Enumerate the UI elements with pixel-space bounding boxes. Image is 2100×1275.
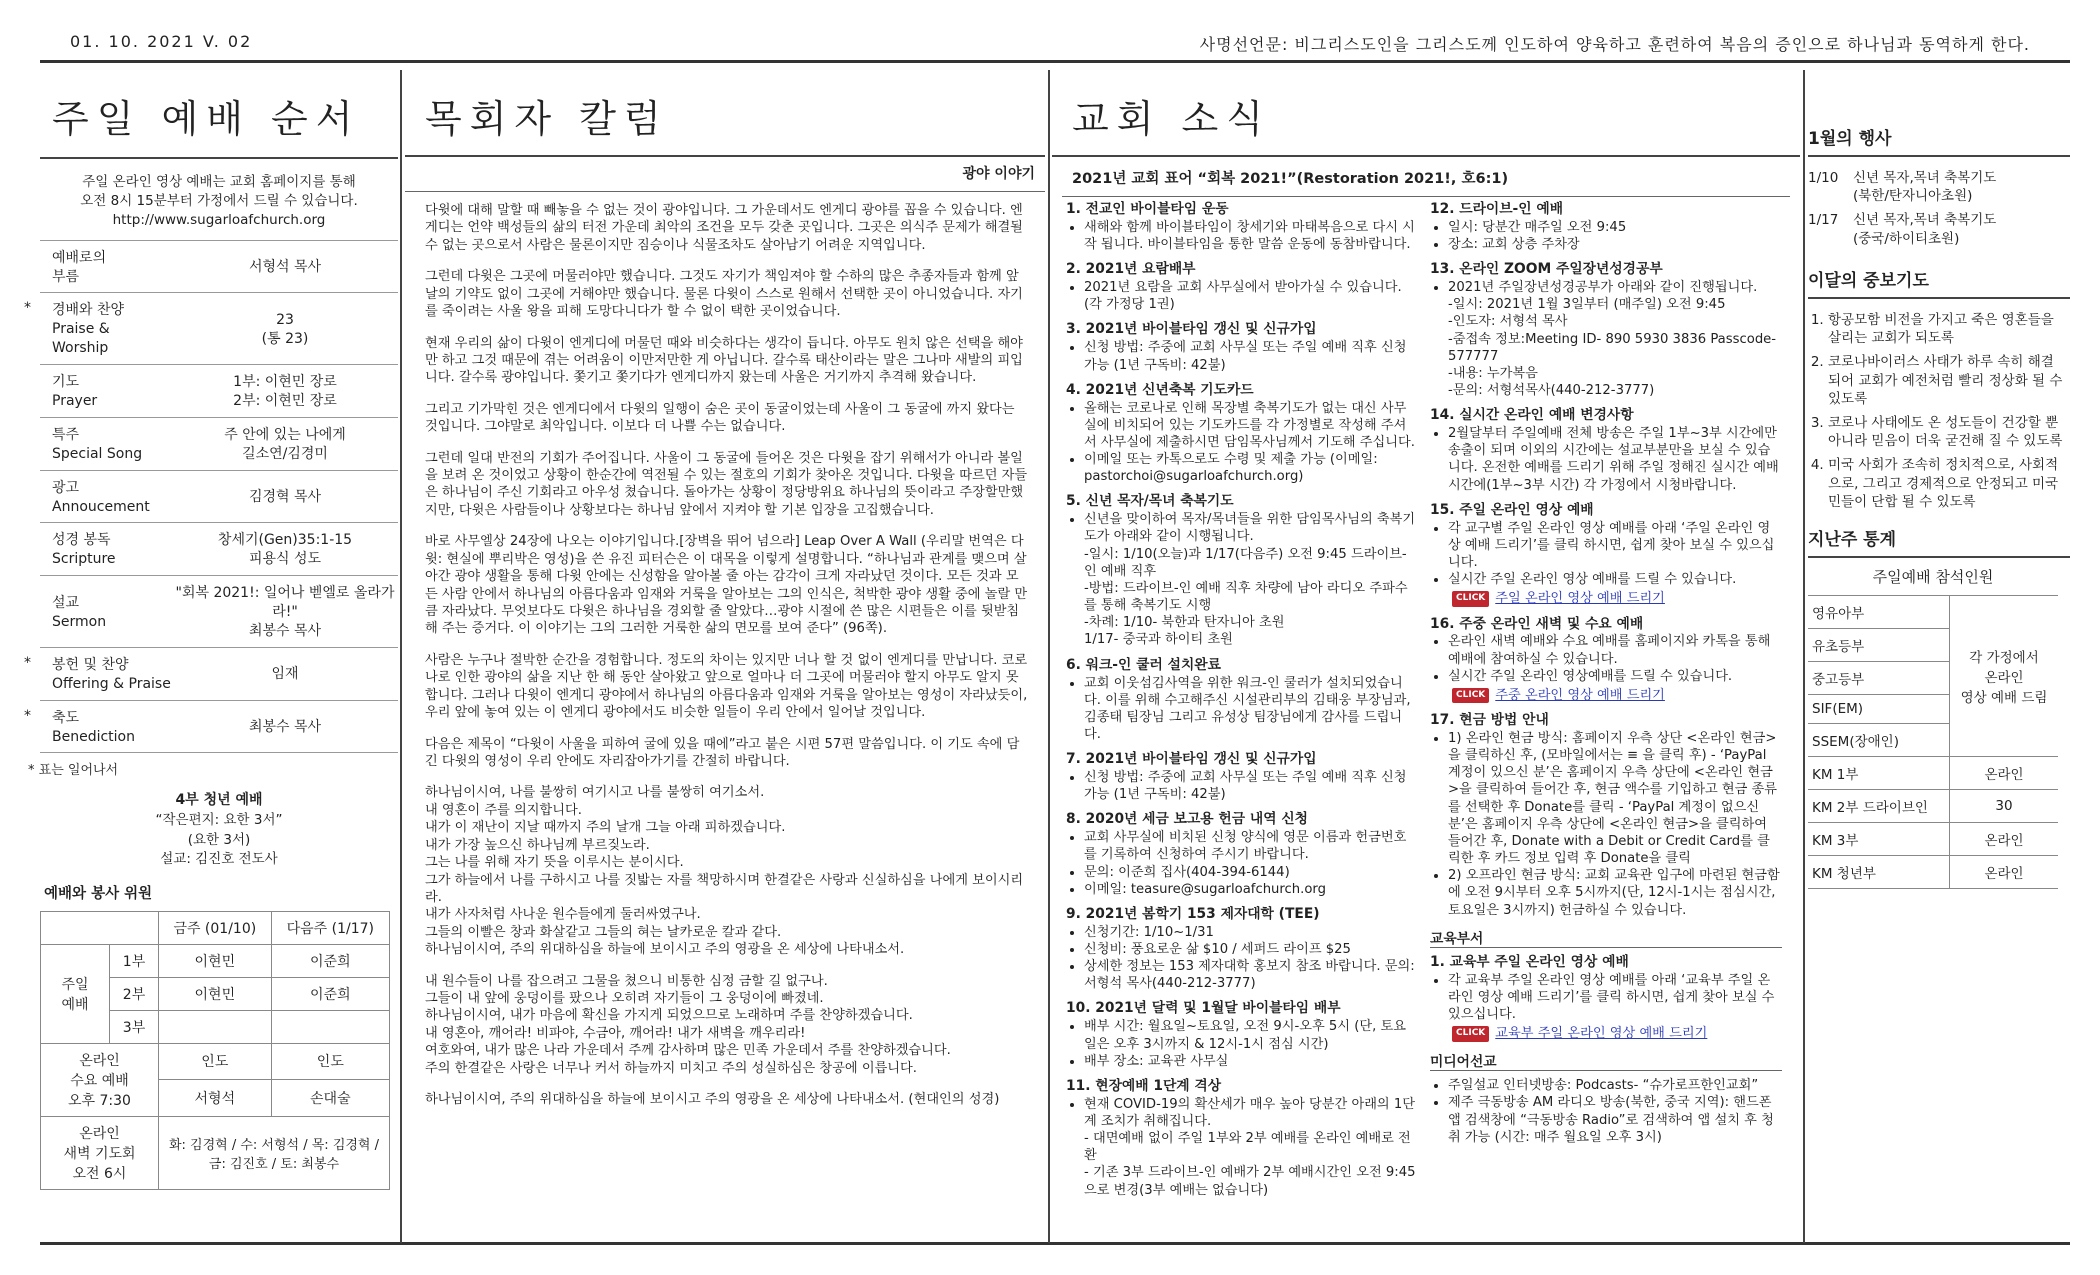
- order-row-label: 봉헌 및 찬양 Offering & Praise: [52, 656, 171, 692]
- indented-line: - 기존 3부 드라이브-인 예배가 2부 예배시간인 오전 9:45으로 변경(3부 예배는 없습니다): [1084, 1165, 1416, 1198]
- column-divider: [1803, 70, 1805, 1243]
- news-item-list: [1066, 675, 1418, 744]
- notice-line: 오전 8시 15분부터 가정에서 드릴 수 있습니다.: [80, 192, 358, 209]
- click-icon: CLICK: [1452, 1026, 1489, 1042]
- news-item-list: [1430, 425, 1782, 494]
- column-divider: [1048, 70, 1050, 1243]
- list-item: • 올해는 코로나로 인해 목장별 축복기도가 없는 대신 사무실에 비치되어 있는 기도카드를 각 가정별로 작성해 주셔서 사무실에 제출하시면 담임목사님께서 기도해 주십니다.: [1084, 400, 1418, 451]
- list-item: • 교회 사무실에 비치된 신청 양식에 영문 이름과 헌금번호를 기록하여 신청하여 주시기 바랍니다.: [1084, 829, 1418, 863]
- event-date: 1/17: [1808, 212, 1839, 229]
- column-subtitle: 광야 이야기: [962, 166, 1035, 182]
- list-item: • 장소: 교회 상층 주차장: [1448, 236, 1782, 253]
- news-item-list: [1066, 511, 1418, 545]
- order-row-value: 김경혁 목사: [248, 489, 322, 506]
- news-item-title: 4. 2021년 신년축복 기도카드: [1066, 381, 1254, 398]
- news-item-title: 5. 신년 목자/목녀 축복기도: [1066, 493, 1234, 510]
- education-section-title: 교육부서: [1430, 927, 1782, 948]
- spacer: [1808, 70, 2070, 120]
- news-item-title: 11. 현장예배 1단계 격상: [1066, 1077, 1222, 1094]
- table-cell: [41, 911, 159, 944]
- news-item-title: 2. 2021년 요람배부: [1066, 261, 1196, 278]
- news-item-list: [1066, 219, 1418, 253]
- list-item: • 상세한 정보는 153 제자대학 홍보지 참조 바랍니다. 문의: 서형석 목사(440-212-3777): [1084, 958, 1418, 992]
- news-item: [1066, 261, 1418, 313]
- video-link-label[interactable]: 교육부 주일 온라인 영상 예배 드리기: [1495, 1026, 1708, 1042]
- order-row-value: 최봉수 목사: [248, 719, 322, 736]
- youth-line: 설교: 김진호 전도사: [160, 851, 278, 868]
- news-item: [1066, 201, 1418, 253]
- list-item: • 신년을 맞이하여 목자/목녀들을 위한 담임목사님의 축복기도가 아래와 같이 시행됩니다.: [1084, 511, 1418, 545]
- table-cell: [271, 1010, 389, 1043]
- table-cell: 이준희: [271, 944, 389, 977]
- news-item: [1066, 657, 1418, 744]
- youth-service: [40, 784, 398, 875]
- table-cell: 이준희: [271, 977, 389, 1010]
- news-item-list: [1066, 924, 1418, 993]
- media-items: [1430, 1077, 1782, 1146]
- news-item: [1066, 382, 1418, 486]
- table-row: [41, 1043, 390, 1080]
- online-notice: [40, 159, 398, 240]
- news-item: [1430, 261, 1782, 399]
- news-item-list: [1066, 279, 1418, 313]
- notice-line: 주일 온라인 영상 예배는 교회 홈페이지를 통해: [82, 174, 356, 190]
- indented-line: -내용: 누가복음: [1448, 365, 1538, 381]
- table-cell: 중고등부: [1808, 662, 1950, 695]
- event-date: 1/10: [1808, 170, 1839, 186]
- list-item: • 새해와 함께 바이블타임이 창세기와 마태복음으로 다시 시작 됩니다. 바이블타임을 통한 말씀 운동에 동참바랍니다.: [1084, 219, 1418, 253]
- news-item-title: 15. 주일 온라인 영상 예배: [1430, 501, 1594, 518]
- table-row: [1808, 790, 2058, 823]
- divider: [1808, 155, 2070, 157]
- required-stand-marker: *: [24, 654, 31, 671]
- table-cell: 서형석: [159, 1080, 272, 1117]
- list-item: • 신청비: 풍요로운 삶 $10 / 세퍼드 라이프 $25: [1084, 941, 1418, 958]
- list-item: • 교회 이웃섬김사역을 위한 워크-인 쿨러가 설치되었습니다. 이를 위해 수고해주신 시설관리부의 김태웅 부장님과, 김종태 팀장님 그리고 유성상 팀장님에게 감사를 드립니다.: [1084, 675, 1418, 744]
- news-item-list: [1430, 279, 1782, 296]
- table-cell: KM 3부: [1808, 823, 1950, 856]
- indented-line: -문의: 서형석목사(440-212-3777): [1448, 383, 1655, 399]
- list-item: • 현재 COVID-19의 확산세가 매우 높아 당분간 아래의 1단계 조치가 취해집니다.: [1084, 1096, 1418, 1130]
- video-link-label[interactable]: 주일 온라인 영상 예배 드리기: [1495, 591, 1665, 607]
- video-link[interactable]: [1430, 590, 1782, 607]
- news-item-title: 3. 2021년 바이블타임 갱신 및 신규가입: [1066, 321, 1317, 338]
- column-paragraph: 다윗에 대해 말할 때 빼놓을 수 없는 것이 광야입니다. 그 가운데서도 엔게디 광야를 꼽을 수 있습니다. 엔게디는 언약 백성들의 삶의 터전 가운데 최악의 조건을 모두 갖춘 곳입니다. 그곳은 의식주 문제가 해결될 수 없는 곳으로서 사람은 물론이지만 짐승이나 식물조차도 살아남기 어려운 지역입니다.: [425, 203, 1023, 253]
- serve-title: 예배와 봉사 위원: [44, 885, 153, 902]
- order-row-label: 설교 Sermon: [52, 594, 107, 630]
- table-cell: 온라인 새벽 기도회 오전 6시: [41, 1116, 159, 1189]
- news-item: [1430, 954, 1782, 1043]
- table-cell: 손대술: [271, 1080, 389, 1117]
- list-item: • 2) 오프라인 현금 방식: 교회 교육관 입구에 마련된 현금함에 오전 9시부터 오후 5시까지(단, 12시-1시는 점심시간, 토요일은 3시까지) 헌금하실 수 있습니다.: [1448, 867, 1782, 918]
- order-row-value: "회복 2021!: 일어나 벧엘로 올라가라!" 최봉수 목사: [175, 585, 395, 640]
- order-row: [40, 241, 398, 294]
- version-label: 01. 10. 2021 V. 02: [70, 32, 253, 51]
- order-row-value: 창세기(Gen)35:1-15 피용식 성도: [217, 532, 353, 568]
- order-row: [40, 523, 398, 576]
- divider: [1808, 297, 2070, 299]
- top-bar: [0, 0, 2100, 60]
- table-cell: 이현민: [159, 977, 272, 1010]
- media-section-title: 미디어선교: [1430, 1050, 1782, 1071]
- table-cell: 화: 김경혁 / 수: 서형석 / 목: 김경혁 / 금: 김진호 / 토: 최봉수: [159, 1116, 390, 1189]
- news-item: [1066, 1000, 1418, 1069]
- worship-order-title: 주일 예배 순서: [52, 97, 361, 141]
- news-body: [1052, 197, 1800, 1207]
- news-item: [1430, 407, 1782, 494]
- table-cell: 이현민: [159, 944, 272, 977]
- order-row-value: 주 안에 있는 나에게 길소연/김경미: [224, 426, 346, 462]
- news-item-title: 1. 전교인 바이블타임 운동: [1066, 201, 1229, 217]
- order-row-value: 서형석 목사: [248, 259, 322, 276]
- table-cell: KM 2부 드라이브인: [1808, 790, 1950, 823]
- mission-statement: 사명선언문: 비그리스도인을 그리스도께 인도하여 양육하고 훈련하여 복음의 증인으로 하나님과 동역하게 한다.: [1199, 35, 2030, 54]
- table-cell: KM 1부: [1808, 757, 1950, 790]
- church-news-title: 교회 소식: [1072, 97, 1271, 141]
- order-row-label: 기도 Prayer: [52, 374, 98, 410]
- list-item: • 배부 시간: 월요일~토요일, 오전 9시-오후 5시 (단, 토요일은 오후 3시까지 & 12시-1시 점심 시간): [1084, 1018, 1418, 1052]
- list-item: • 1) 온라인 현금 방식: 홈페이지 우측 상단 <온라인 현금>을 클릭하신 후, (모바일에서는 ≡ 을 클릭 후) - ‘PayPal 계정이 있으신 분’은 홈페이지 우측 상단에 <온라인 현금>을 클릭하여 들어간 후, 현금 액수를 기입하고 현금 종류를 선택한 후 Donate를 클릭 - ‘PayPal 계정이 없으신 분’은 홈페이지 우측 상단에 <온라인 현금>을 클릭하여 들어간 후, Donate with a Debit or Credit Card를 클릭한 후 카드 정보 입력 후 Donate을 클릭: [1448, 730, 1782, 867]
- order-row-label: 성경 봉독 Scripture: [52, 532, 116, 568]
- news-item: [1066, 751, 1418, 803]
- news-item-title: 9. 2021년 봄학기 153 제자대학 (TEE): [1066, 905, 1320, 922]
- order-row-label: 축도 Benediction: [52, 709, 135, 745]
- news-item-list: [1066, 400, 1418, 486]
- side-column: [1808, 70, 2070, 1245]
- news-right-items: [1430, 201, 1782, 919]
- order-row: [40, 365, 398, 418]
- news-item-list: [1066, 1018, 1418, 1069]
- table-cell: 인도: [159, 1043, 272, 1080]
- pastor-column: [405, 70, 1045, 1245]
- events-list: [1808, 169, 2070, 248]
- list-item: • 제주 극동방송 AM 라디오 방송(북한, 중국 지역): 핸드폰 앱 검색창에 “극동방송 Radio”로 검색하여 앱 설치 후 청취 가능 (시간: 매주 월요일 오후 3시): [1448, 1094, 1782, 1145]
- table-cell: KM 청년부: [1808, 856, 1950, 889]
- youth-title: 4부 청년 예배: [175, 792, 263, 809]
- homepage-link[interactable]: http://www.sugarloafchurch.org: [112, 211, 326, 228]
- order-row: [24, 293, 398, 365]
- indented-line: 1/17- 중국과 하이티 초원: [1084, 632, 1233, 648]
- news-item-title: 17. 현금 방법 안내: [1430, 712, 1549, 729]
- click-icon: CLICK: [1452, 688, 1489, 704]
- indented-line: -인도자: 서형석 목사: [1448, 314, 1568, 330]
- news-item-title: 1. 교육부 주일 온라인 영상 예배: [1430, 953, 1629, 970]
- news-item: [1066, 906, 1418, 993]
- required-stand-marker: *: [24, 300, 31, 317]
- order-row: [24, 701, 398, 754]
- order-list: [24, 241, 398, 754]
- list-item: 1. 항공모함 비전을 가지고 죽은 영혼들을 살리는 교회가 되도록: [1828, 311, 2070, 347]
- table-cell: 주일 예배: [41, 944, 110, 1043]
- list-item: • 각 교구별 주일 온라인 영상 예배를 아래 ‘주일 온라인 영상 예배 드리기’를 클릭 하시면, 쉽게 찾아 보실 수 있으십니다.: [1448, 520, 1782, 571]
- news-item-list: [1066, 339, 1418, 373]
- column-paragraph: 그런데 일대 반전의 기회가 주어집니다. 사울이 그 동굴에 들어온 것은 다윗을 잡기 위해서가 아니라 볼일을 보려 온 것이었고 상황이 한순간에 역전될 수 있는 절호의 기회가 찾아온 것입니다. 다윗을 따르던 자들은 하나님이 주신 기회라고 아우성 쳤습니다. 돌아가는 상황이 정당방위요 하나님의 뜻이라고 주장할만했지만, 다윗은 사람들이나 상황보다는 하나님 앞에서 지켜야 할 기본 입장을 고집했습니다.: [425, 450, 1028, 518]
- news-item: [1430, 616, 1782, 705]
- list-item: • 신청 방법: 주중에 교회 사무실 또는 주일 예배 직후 신청 가능 (1년 구독비: 42불): [1084, 339, 1418, 373]
- table-row: [41, 1116, 390, 1189]
- indented-line: -일시: 2021년 1월 3일부터 (매주일) 오전 9:45: [1448, 297, 1726, 313]
- news-item-title: 10. 2021년 달력 및 1월달 바이블타임 배부: [1066, 1000, 1341, 1017]
- indented-line: -차례: 1/10- 북한과 탄자니아 초원: [1084, 615, 1285, 631]
- indented-line: -방법: 드라이브-인 예배 직후 차량에 남아 라디오 주파수를 통해 축복기도 시행: [1084, 580, 1408, 614]
- news-item-list: [1430, 730, 1782, 919]
- list-item: • 실시간 주일 온라인 영상예배를 드릴 수 있습니다.: [1448, 668, 1782, 685]
- table-row: [1808, 823, 2058, 856]
- list-item: • 2021년 요람을 교회 사무실에서 받아가실 수 있습니다.(각 가정당 1권): [1084, 279, 1418, 313]
- order-row-label: 예배로의 부름: [52, 249, 107, 285]
- order-row-value: 임재: [271, 666, 299, 683]
- church-news-column: [1052, 70, 1800, 1245]
- prayer-list: [1808, 311, 2070, 511]
- news-item-title: 14. 실시간 온라인 예배 변경사항: [1430, 407, 1634, 424]
- table-cell: 1부: [110, 944, 159, 977]
- list-item: • 주일설교 인터넷방송: Podcasts- “슈가로프한인교회”: [1448, 1077, 1782, 1094]
- order-row-value: 1부: 이현민 장로 2부: 이현민 장로: [233, 374, 337, 410]
- list-item: • 2021년 주일장년성경공부가 아래와 같이 진행됩니다.: [1448, 279, 1782, 296]
- table-row: [41, 911, 390, 944]
- list-item: 2. 코로나바이러스 사태가 하루 속히 해결 되어 교회가 예전처럼 빨리 정상화 될 수 있도록: [1828, 353, 2070, 408]
- column-paragraph: 하나님이시여, 주의 위대하심을 하늘에 보이시고 주의 영광을 온 세상에 나타내소서. (현대인의 성경): [425, 1092, 1000, 1108]
- video-link[interactable]: [1430, 687, 1782, 704]
- column-paragraph: 바로 사무엘상 24장에 나오는 이야기입니다.[장벽을 뛰어 넘으라] Leap Over A Wall (우리말 번역은 다윗: 현실에 뿌리박은 영성)을 쓴 유진 피터슨은 이 대목을 이렇게 설명합니다. “하나님과 관계를 맺으며 살아간 광야 생활을 통해 다윗 안에는 신성함을 알아볼 줄 아는 감각이 크게 자라났던 것이다. 모든 것과 모든 사람 안에서 하나님의 아름다움과 임재와 거룩을 알아보는 그의 인식은, 척박한 광야 생활 중에 놀랄 만큼 자라났다. 무엇보다도 다윗은 하나님을 경외할 줄 알았다…광야 시절에 쓴 많은 시편들은 이를 뒷받침해 주는 증거다. 이 이야기는 그의 그러한 거룩한 삶의 면모를 보여 준다” (96쪽).: [425, 534, 1028, 637]
- pastor-column-title: 목회자 칼럼: [425, 97, 669, 141]
- youth-line: (요한 3서): [187, 831, 251, 848]
- news-item-list: [1066, 1096, 1418, 1130]
- list-item: • 실시간 주일 온라인 영상 예배를 드릴 수 있습니다.: [1448, 571, 1782, 588]
- top-divider: [40, 60, 2070, 63]
- order-row: [24, 648, 398, 701]
- news-item-title: 16. 주중 온라인 새벽 및 수요 예배: [1430, 615, 1644, 632]
- order-row: [40, 418, 398, 471]
- table-row: [1808, 596, 2058, 629]
- table-cell: 2부: [110, 977, 159, 1010]
- order-row-label: 경배와 찬양 Praise & Worship: [52, 302, 125, 357]
- prayer-title: 이달의 중보기도: [1808, 270, 1929, 291]
- list-item: • 각 교육부 주일 온라인 영상 예배를 아래 ‘교육부 주일 온라인 영상 예배 드리기’를 클릭 하시면, 쉽게 찾아 보실 수 있으십니다.: [1448, 972, 1782, 1023]
- event-text: 신년 목자,목녀 축복기도 (중국/하이티초원): [1853, 212, 1997, 247]
- required-stand-marker: *: [24, 707, 31, 724]
- column-body: [405, 192, 1045, 1109]
- list-item: • 온라인 새벽 예배와 수요 예배를 홈페이지와 카톡을 통해 예배에 참여하실 수 있습니다.: [1448, 633, 1782, 667]
- news-item-list: [1066, 829, 1418, 898]
- video-link-label[interactable]: 주중 온라인 영상 예배 드리기: [1495, 687, 1665, 703]
- table-header: 금주 (01/10): [159, 911, 272, 944]
- table-cell: 온라인: [1950, 856, 2058, 889]
- column-paragraph: 그리고 기가막힌 것은 엔게디에서 다윗의 일행이 숨은 곳이 동굴이었는데 사울이 그 동굴에 까지 왔다는 것입니다. 그야말로 최악입니다. 이보다 더 나쁠 수는 없습니다.: [425, 401, 1015, 435]
- education-items: [1430, 954, 1782, 1043]
- list-item: • 배부 장소: 교육관 사무실: [1084, 1053, 1418, 1070]
- news-item-title: 13. 온라인 ZOOM 주일장년성경공부: [1430, 261, 1663, 278]
- order-row: [40, 576, 398, 648]
- indented-line: -줌접속 정보:Meeting ID- 890 5930 3836 Passcode- 577777: [1448, 331, 1777, 364]
- list-item: • 2월달부터 주일예배 전체 방송은 주일 1부~3부 시간에만 송출이 되며 이외의 시간에는 설교부분만을 보실 수 있습니다. 온전한 예배를 드리기 위해 주일 정해진 실시간 예배시간에(1부~3부 시간) 각 가정에서 시청바랍니다.: [1448, 425, 1782, 494]
- table-cell: 30: [1950, 790, 2058, 823]
- serve-table: [40, 911, 390, 1190]
- table-cell: SSEM(장애인): [1808, 724, 1950, 757]
- table-cell: 각 가정에서 온라인 영상 예배 드림: [1950, 596, 2058, 757]
- table-cell: SIF(EM): [1808, 695, 1950, 724]
- list-item: • 신청 방법: 주중에 교회 사무실 또는 주일 예배 직후 신청 가능 (1년 구독비: 42불): [1084, 769, 1418, 803]
- news-item: [1430, 502, 1782, 608]
- table-cell: 온라인: [1950, 823, 2058, 856]
- list-item: • 일시: 당분간 매주일 오전 9:45: [1448, 219, 1782, 236]
- video-link[interactable]: [1430, 1025, 1782, 1042]
- table-cell: 온라인: [1950, 757, 2058, 790]
- news-item-list: [1430, 520, 1782, 589]
- youth-line: “작은편지: 요한 3서”: [155, 811, 283, 828]
- column-paragraph: 하나님이시여, 나를 불쌍히 여기시고 나를 불쌍히 여기소서. 내 영혼이 주를 의지합니다. 내가 이 재난이 지날 때까지 주의 날개 그늘 아래 피하겠습니다. 내가 가장 높으신 하나님께 부르짖노라. 그는 나를 위해 자기 뜻을 이루시는 분이시다. 그가 하늘에서 나를 구하시고 나를 짓밟는 자를 책망하시며 한결같은 사랑과 신실하심을 나에게 보이시리라. 내가 사자처럼 사나운 원수들에게 둘러싸였구나. 그들의 이빨은 창과 화살같고 그들의 혀는 날카로운 칼과 같다. 하나님이시여, 주의 위대하심을 하늘에 보이시고 주의 영광을 온 세상에 나타내소서.: [425, 785, 1024, 958]
- table-cell: 3부: [110, 1010, 159, 1043]
- news-item-title: 7. 2021년 바이블타임 갱신 및 신규가입: [1066, 751, 1317, 768]
- news-item-title: 8. 2020년 세금 보고용 헌금 내역 신청: [1066, 811, 1308, 828]
- order-row-label: 특주 Special Song: [52, 426, 143, 462]
- order-row: [40, 471, 398, 524]
- list-item: • 이메일 또는 카톡으로도 수령 및 제출 가능 (이메일: pastorchoi@sugarloafchurch.org): [1084, 451, 1418, 485]
- news-item: [1066, 811, 1418, 898]
- table-header: 다음주 (1/17): [271, 911, 389, 944]
- news-item: [1066, 321, 1418, 373]
- news-item-list: [1430, 633, 1782, 684]
- list-item: • 이메일: teasure@sugarloafchurch.org: [1084, 881, 1418, 898]
- table-cell: 온라인 수요 예배 오후 7:30: [41, 1043, 159, 1116]
- news-right-column: [1430, 201, 1794, 1207]
- table-cell: 유초등부: [1808, 629, 1950, 662]
- news-item-title: 12. 드라이브-인 예배: [1430, 201, 1564, 217]
- table-cell: 인도: [271, 1043, 389, 1080]
- stats-table: [1808, 596, 2058, 889]
- church-motto: 2021년 교회 표어 “회복 2021!”(Restoration 2021!, 호6:1): [1072, 171, 1509, 187]
- order-row-label: 광고 Annoucement: [52, 479, 150, 515]
- column-paragraph: 현재 우리의 삶이 다윗이 엔게디에 머물던 때와 비슷하다는 생각이 듭니다. 아무도 원치 않은 선택을 해야만 하고 그것 때문에 겪는 어려움이 이만저만한 게 아닙니다. 갈수록 태산이라는 말은 그나마 새발의 피입니다. 갈수록 광야입니다. 쫓기고 쫓기다가 엔게디까지 왔는데 사울은 거기까지 추격해 왔습니다.: [425, 335, 1023, 386]
- list-item: • 문의: 이준희 집사(404-394-6144): [1084, 864, 1418, 881]
- news-item-list: [1066, 769, 1418, 803]
- column-paragraph: 그런데 다윗은 그곳에 머물러야만 했습니다. 그것도 자기가 책임져야 할 수하의 많은 추종자들과 함께 앞날의 기약도 없이 그곳에 거해야만 했습니다. 물론 다윗이 스스로 원해서 선택한 곳이 아니었습니다. 자기를 죽이려는 사울 왕을 피해 도망다니다가 할 수 없이 택한 곳이었습니다.: [425, 269, 1023, 320]
- events-title: 1월의 행사: [1808, 129, 1892, 149]
- news-item: [1066, 493, 1418, 648]
- indented-line: -일시: 1/10(오늘)과 1/17(다음주) 오전 9:45 드라이브-인 예배 직후: [1084, 546, 1407, 579]
- news-left-column: [1066, 201, 1430, 1207]
- indented-line: - 대면예배 없이 주일 1부와 2부 예배를 온라인 예배로 전환: [1084, 1131, 1411, 1164]
- news-item-list: [1430, 219, 1782, 253]
- event-row: [1808, 211, 2070, 247]
- news-item: [1430, 712, 1782, 919]
- worship-order-column: [24, 70, 398, 1245]
- news-item: [1066, 1078, 1418, 1199]
- news-item: [1430, 201, 1782, 253]
- list-item: 3. 코로나 사태에도 온 성도들이 건강할 뿐아니라 믿음이 더욱 굳건해 질 수 있도록: [1828, 414, 2070, 450]
- column-divider: [400, 70, 402, 1243]
- order-row-value: 23 (통 23): [261, 311, 309, 347]
- event-text: 신년 목자,목녀 축복기도 (북한/탄자니아초원): [1853, 170, 1997, 205]
- list-item: 4. 미국 사회가 조속히 정치적으로, 사회적으로, 그리고 경제적으로 안정되고 미국 민들이 단합 될 수 있도록: [1828, 456, 2070, 511]
- news-item-list: [1430, 972, 1782, 1023]
- table-cell: [159, 1010, 272, 1043]
- table-row: [41, 944, 390, 977]
- event-row: [1808, 169, 2070, 205]
- column-paragraph: 사람은 누구나 절박한 순간을 경험합니다. 정도의 차이는 있지만 너나 할 것 없이 엔게디를 만납니다. 코로나로 인한 광야의 삶을 지난 한 해 동안 살아왔고 앞으로 얼마나 더 그곳에 머물러야 할지 아무도 알지 못합니다. 그러나 다윗이 엔게디 광야에서 하나님의 아름다움과 임재와 거룩을 알아보는 영성이 자라났듯이, 우리 앞에 놓여 있는 이 엔게디 광야에서도 비슷한 일들이 우리 안에서 일어날 것입니다.: [425, 652, 1028, 721]
- table-row: [1808, 856, 2058, 889]
- stats-title: 지난주 통계: [1808, 530, 1897, 551]
- stats-subtitle: 주일예배 참석인원: [1808, 558, 2058, 596]
- news-item-title: 6. 워크-인 쿨러 설치완료: [1066, 656, 1221, 673]
- click-icon: CLICK: [1452, 591, 1489, 607]
- table-cell: 영유아부: [1808, 596, 1950, 629]
- table-row: [1808, 757, 2058, 790]
- column-paragraph: 내 원수들이 나를 잡으려고 그물을 쳤으니 비통한 심정 금할 길 없구나. 그들이 내 앞에 웅덩이를 팠으나 오히려 자기들이 그 웅덩이에 빠졌네. 하나님이시여, 내가 마음에 확신을 가지게 되었으므로 노래하며 주를 찬양하겠습니다. 내 영혼아, 깨어라! 비파야, 수금아, 깨어라! 내가 새벽을 깨우리라! 여호와여, 내가 많은 나라 가운데서 주께 감사하며 많은 민족 가운데서 주를 찬양하겠습니다. 주의 한결같은 사랑은 너무나 커서 하늘까지 미치고 주의 성실하심은 창공에 이릅니다.: [425, 973, 951, 1076]
- column-paragraph: 다음은 제목이 “다윗이 사울을 피하여 굴에 있을 때에”라고 붙은 시편 57편 말씀입니다. 이 기도 속에 담긴 다윗의 영성이 우리 안에도 자리잡아가기를 간절히 바랍니다.: [425, 736, 1020, 769]
- stand-note: * 표는 일어나서: [28, 763, 119, 779]
- list-item: • 신청기간: 1/10~1/31: [1084, 924, 1418, 941]
